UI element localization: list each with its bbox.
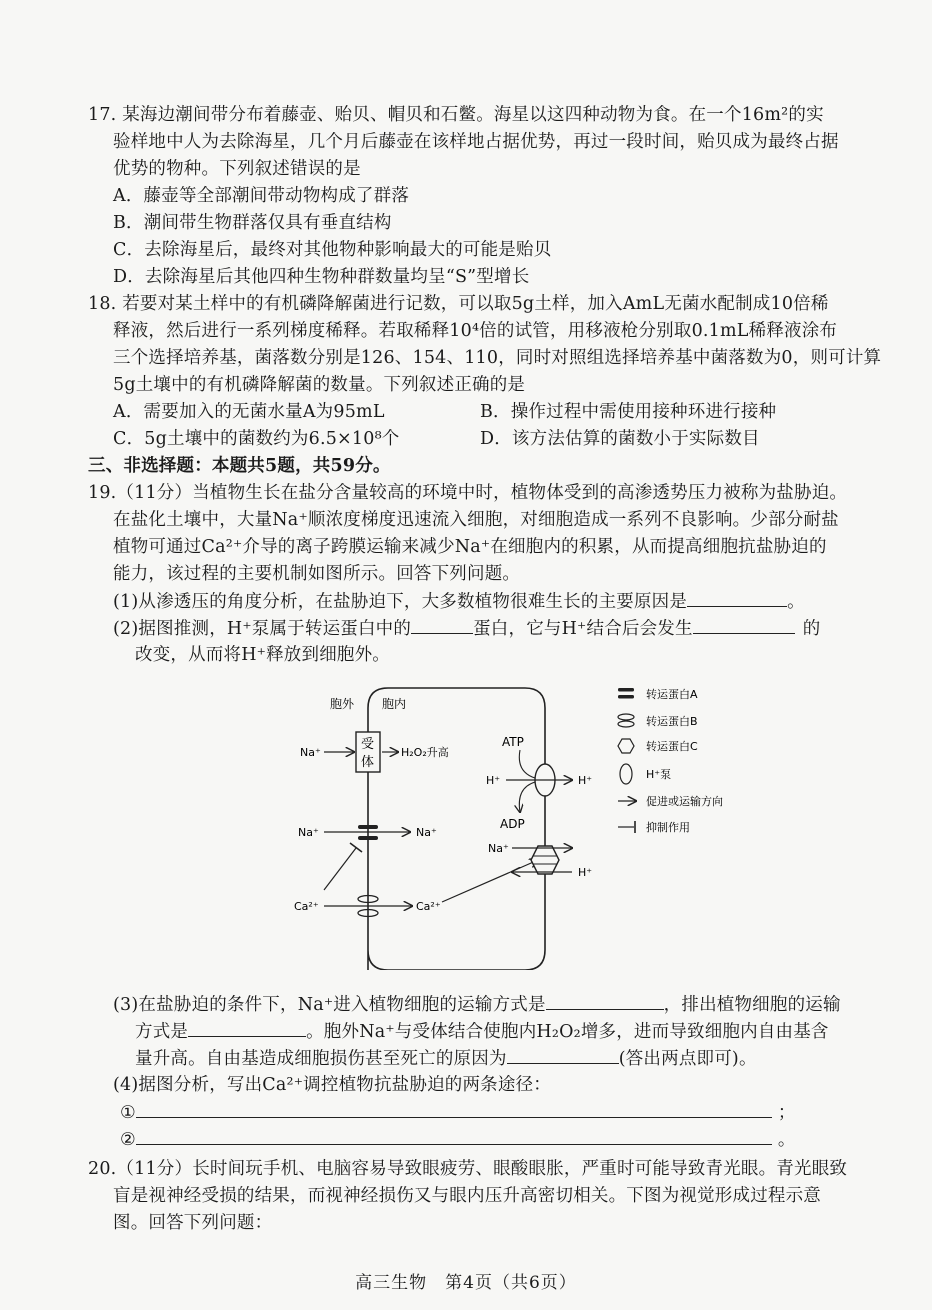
label-h-bottom: H⁺ <box>578 866 593 879</box>
label-outside: 胞外 <box>330 697 355 711</box>
q18-line-1: 18. 若要对某土样中的有机磷降解菌进行记数，可以取5g土样，加入AmL无菌水配制成10倍稀 <box>88 294 829 314</box>
legend-transporter-b: 转运蛋白B <box>646 715 698 728</box>
q17-line-2: 验样地中人为去除海星，几个月后藤壶在该样地占据优势，再过一段时间，贻贝成为最终占据 <box>113 132 839 152</box>
q19-part-1 <box>113 589 805 614</box>
legend-promote-direction: 促进或运输方向 <box>646 795 723 808</box>
legend-inhibition: 抑制作用 <box>646 821 690 834</box>
answer-marker-1: ① <box>120 1103 136 1123</box>
q19-part-3-text-e: 量升高。自由基造成细胞损伤甚至死亡的原因为 <box>135 1049 507 1069</box>
label-h2o2: H₂O₂升高 <box>401 746 449 759</box>
q17-option-d: D．去除海星后其他四种生物种群数量均呈“S”型增长 <box>113 267 530 287</box>
q17-line-3: 优势的物种。下列叙述错误的是 <box>113 159 361 179</box>
q18-option-b: B．操作过程中需使用接种环进行接种 <box>480 402 777 422</box>
q19-part-4-answer-2 <box>120 1127 796 1152</box>
label-atp: ATP <box>502 735 524 749</box>
answer-blank[interactable] <box>693 616 795 634</box>
answer-blank[interactable] <box>411 616 473 634</box>
q19-intro-3: 植物可通过Ca²⁺介导的离子跨膜运输来减少Na⁺在细胞内的积累，从而提高细胞抗盐胁迫的 <box>113 537 827 557</box>
label-na-4: Na⁺ <box>488 842 509 855</box>
q19-part-3-text-c: 方式是 <box>135 1022 189 1042</box>
q19-part-2-continued: 改变，从而将H⁺释放到细胞外。 <box>135 645 390 665</box>
q19-intro-1: 19.（11分）当植物生长在盐分含量较高的环境中时，植物体受到的高渗透势压力被称为盐胁迫。 <box>88 483 848 503</box>
q19-part-3-text-d: 。胞外Na⁺与受体结合使胞内H₂O₂增多，进而导致细胞内自由基含 <box>306 1022 829 1042</box>
q17-line-1: 17. 某海边潮间带分布着藤壶、贻贝、帽贝和石鳖。海星以这四种动物为食。在一个16m²的实 <box>88 105 824 125</box>
q19-part-1-end: 。 <box>787 592 805 612</box>
q20-line-3: 图。回答下列问题： <box>113 1213 273 1233</box>
answer-1-end: ； <box>777 1103 796 1123</box>
q19-part-3-text-a: (3)在盐胁迫的条件下，Na⁺进入植物细胞的运输方式是 <box>113 995 546 1015</box>
q18-line-2: 释液，然后进行一系列梯度稀释。若取稀释10⁴倍的试管，用移液枪分别取0.1mL稀释液涂布 <box>113 321 838 341</box>
q18-option-a: A．需要加入的无菌水量A为95mL <box>113 402 385 422</box>
q18-line-3: 三个选择培养基，菌落数分别是126、154、110，同时对照组选择培养基中菌落数为0，则可计算 <box>113 348 882 368</box>
receptor-label-1: 受 <box>361 737 375 752</box>
answer-2-end: 。 <box>777 1130 796 1150</box>
label-h-out: H⁺ <box>578 774 593 787</box>
q17-option-a: A．藤壶等全部潮间带动物构成了群落 <box>113 186 410 206</box>
answer-blank[interactable] <box>136 1100 772 1118</box>
q18-option-d: D．该方法估算的菌数小于实际数目 <box>480 429 760 449</box>
q19-part-3-line-1 <box>113 992 841 1017</box>
q19-part-3-text-b: ，排出植物细胞的运输 <box>663 995 841 1015</box>
diagram-legend <box>618 687 723 834</box>
inhibition-line <box>324 848 356 890</box>
label-ca-1: Ca²⁺ <box>294 900 319 913</box>
q18-option-c: C．5g土壤中的菌数约为6.5×10⁸个 <box>113 429 400 449</box>
q19-part-3-text-f: (答出两点即可)。 <box>618 1049 757 1069</box>
legend-transporter-a: 转运蛋白A <box>646 688 698 701</box>
answer-marker-2: ② <box>120 1130 136 1150</box>
label-na-1: Na⁺ <box>300 746 321 759</box>
answer-blank[interactable] <box>687 589 787 607</box>
label-na-3: Na⁺ <box>416 826 437 839</box>
q19-part-2-text-a: (2)据图推测，H⁺泵属于转运蛋白中的 <box>113 619 412 639</box>
transporter-a-icon <box>358 825 378 829</box>
q19-part-3-line-3 <box>135 1046 757 1071</box>
q20-line-1: 20.（11分）长时间玩手机、电脑容易导致眼疲劳、眼酸眼胀，严重时可能导致青光眼。青光眼致 <box>88 1159 848 1179</box>
answer-blank[interactable] <box>136 1127 772 1145</box>
q19-part-2-text-c: 的 <box>802 619 821 639</box>
ion-transport-diagram <box>280 680 780 970</box>
q17-option-c: C．去除海星后，最终对其他物种影响最大的可能是贻贝 <box>113 240 552 260</box>
q19-intro-4: 能力，该过程的主要机制如图所示。回答下列问题。 <box>113 564 521 584</box>
q17-option-b: B．潮间带生物群落仅具有垂直结构 <box>113 213 392 233</box>
answer-blank[interactable] <box>546 992 664 1010</box>
label-inside: 胞内 <box>382 697 407 711</box>
page-footer: 高三生物 第4页（共6页） <box>355 1273 577 1293</box>
q19-part-4-answer-1 <box>120 1100 796 1125</box>
label-adp: ADP <box>500 817 525 831</box>
label-na-2: Na⁺ <box>298 826 319 839</box>
answer-blank[interactable] <box>507 1046 619 1064</box>
legend-h-pump: H⁺泵 <box>646 768 672 781</box>
label-h-in: H⁺ <box>486 774 501 787</box>
legend-transporter-c: 转运蛋白C <box>646 740 698 753</box>
q19-part-3-line-2 <box>135 1019 829 1044</box>
q19-part-2-text-b: 蛋白，它与H⁺结合后会发生 <box>473 619 693 639</box>
q20-line-2: 盲是视神经受损的结果，而视神经损伤又与眼内压升高密切相关。下图为视觉形成过程示意 <box>113 1186 821 1206</box>
q19-part-2 <box>113 616 820 641</box>
label-ca-2: Ca²⁺ <box>416 900 441 913</box>
receptor-label-2: 体 <box>361 755 375 770</box>
q19-part-4: (4)据图分析，写出Ca²⁺调控植物抗盐胁迫的两条途径： <box>113 1075 551 1095</box>
q19-intro-2: 在盐化土壤中，大量Na⁺顺浓度梯度迅速流入细胞，对细胞造成一系列不良影响。少部分耐盐 <box>113 510 839 530</box>
answer-blank[interactable] <box>188 1019 306 1037</box>
q18-line-4: 5g土壤中的有机磷降解菌的数量。下列叙述正确的是 <box>113 375 526 395</box>
q19-part-1-text: (1)从渗透压的角度分析，在盐胁迫下，大多数植物很难生长的主要原因是 <box>113 592 688 612</box>
transporter-c-icon <box>531 846 559 874</box>
section-3-heading: 三、非选择题：本题共5题，共59分。 <box>88 456 391 476</box>
